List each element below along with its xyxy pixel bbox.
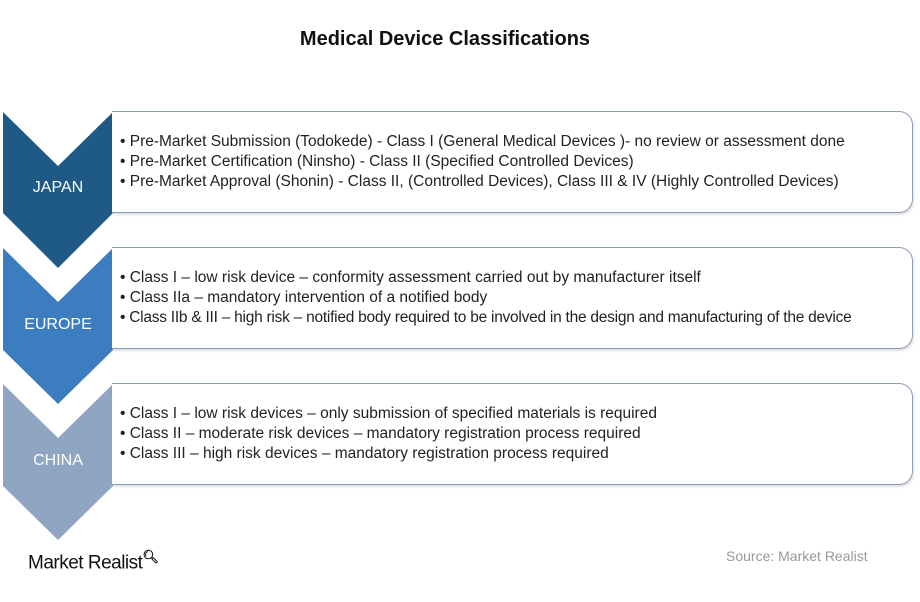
market-realist-logo — [28, 549, 158, 574]
china-item: • Class I – low risk devices – only submission of specified materials is required — [120, 404, 657, 424]
magnifier-icon: 🔍︎ — [142, 549, 159, 564]
region-label-europe: EUROPE — [24, 316, 92, 333]
japan-item: • Pre-Market Approval (Shonin) - Class II, (Controlled Devices), Class III & IV (Highly Controlled Devices) — [120, 172, 845, 192]
japan-box — [112, 111, 913, 213]
europe-item: • Class IIa – mandatory intervention of a notified body — [120, 288, 851, 308]
region-label-china: CHINA — [33, 452, 83, 469]
china-item: • Class III – high risk devices – mandatory registration process required — [120, 444, 657, 464]
europe-item: • Class IIb & III – high risk – notified body required to be involved in the design and manufacturing of the device — [120, 308, 851, 328]
europe-box — [112, 247, 913, 349]
china-item: • Class II – moderate risk devices – mandatory registration process required — [120, 424, 657, 444]
region-label-japan: JAPAN — [32, 179, 84, 196]
source-note: Source: Market Realist — [726, 548, 868, 564]
diagram-title: Medical Device Classifications — [299, 28, 591, 50]
japan-item: • Pre-Market Submission (Todokede) - Class I (General Medical Devices )- no review or assessment done — [120, 132, 845, 152]
europe-item: • Class I – low risk device – conformity assessment carried out by manufacturer itself — [120, 268, 851, 288]
china-box — [112, 383, 913, 485]
logo-text: Market Realist — [28, 552, 143, 574]
japan-item: • Pre-Market Certification (Ninsho) - Class II (Specified Controlled Devices) — [120, 152, 845, 172]
